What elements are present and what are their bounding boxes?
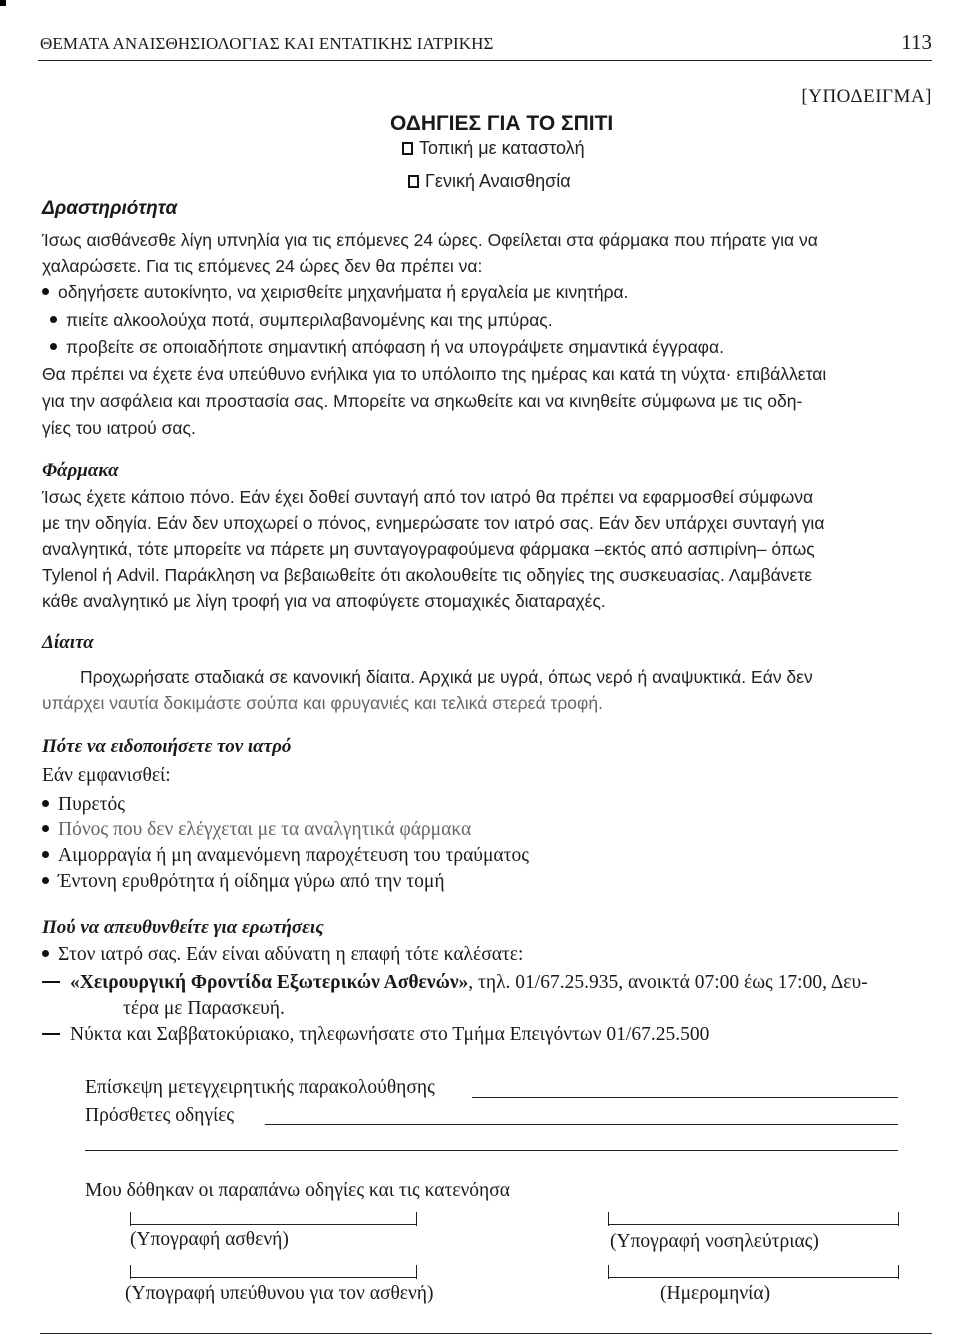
bullet-icon [42,825,49,832]
footer-rule [40,1333,932,1334]
section-heading-contact: Πού να απευθυνθείτε για ερωτήσεις [42,917,324,938]
additional-instructions-label: Πρόσθετες οδηγίες [85,1105,235,1126]
header-rule [38,60,932,61]
paragraph-line: κάθε αναλγητικό με λίγη τροφή για να αποφύγετε στομαχικές διαταραχές. [42,591,606,611]
paragraph-line: υπάρχει ναυτία δοκιμάστε σούπα και φρυγανιές και τελικά στερεά τροφή. [42,693,603,713]
sample-tag: [ΥΠΟΔΕΙΓΜΑ] [801,86,932,107]
date-line[interactable] [608,1277,898,1278]
notify-intro: Εάν εμφανισθεί: [42,765,171,786]
nurse-signature-label: (Υπογραφή νοσηλεύτριας) [610,1231,819,1252]
contact-clinic-line: «Χειρουργική Φροντίδα Εξωτερικών Ασθενών», τηλ. 01/67.25.935, ανοικτά 07:00 έως 17:00, Δευ- [42,972,868,994]
additional-instructions-line-2[interactable] [85,1150,898,1151]
bullet-icon [42,877,49,884]
acknowledgement-text: Μου δόθηκαν οι παραπάνω οδηγίες και τις κατενόησα [85,1180,510,1201]
patient-signature-line[interactable] [130,1224,416,1225]
contact-clinic-line-cont: τέρα με Παρασκευή. [123,998,285,1019]
section-heading-diet: Δίαιτα [42,632,94,653]
paragraph-line: για την ασφάλεια και προστασία σας. Μπορείτε να σηκωθείτε και να κινηθείτε σύμφωνα με τις οδη- [42,391,803,411]
paragraph-line: με την οδηγία. Εάν δεν υποχωρεί ο πόνος, ενημερώσατε τον ιατρό σας. Εάν δεν υπάρχει συνταγή για [42,513,825,533]
option-general-anesthesia[interactable] [408,171,571,192]
patient-signature-label: (Υπογραφή ασθενή) [130,1229,289,1250]
followup-line[interactable] [472,1097,898,1098]
list-item: Πυρετός [42,794,125,816]
bullet-icon [42,851,49,858]
dash-icon [42,981,60,983]
running-header: ΘΕΜΑΤΑ ΑΝΑΙΣΘΗΣΙΟΛΟΓΙΑΣ ΚΑΙ ΕΝΤΑΤΙΚΗΣ ΙΑΤΡΙΚΗΣ [40,34,494,53]
option-label: Τοπική με καταστολή [419,138,585,158]
paragraph-line: Θα πρέπει να έχετε ένα υπεύθυνο ενήλικα για το υπόλοιπο της ημέρας και κατά τη νύχτα· επιβάλλεται [42,364,827,384]
list-item: Αιμορραγία ή μη αναμενόμενη παροχέτευση του τραύματος [42,845,529,867]
signature-tick [898,1212,899,1226]
contact-night-line: Νύκτα και Σαββατοκύριακο, τηλεφωνήσατε στο Τμήμα Επειγόντων 01/67.25.500 [42,1024,709,1046]
option-local-sedation[interactable] [402,138,585,159]
bullet-icon [42,288,49,295]
list-item: Πόνος που δεν ελέγχεται με τα αναλγητικά φάρμακα [42,819,471,841]
dash-icon [42,1033,60,1035]
document-title: ΟΔΗΓΙΕΣ ΓΙΑ ΤΟ ΣΠΙΤΙ [390,112,614,135]
paragraph-line: Ίσως έχετε κάποιο πόνο. Εάν έχει δοθεί συνταγή από τον ιατρό θα πρέπει να εφαρμοσθεί σύμφωνα [42,487,814,507]
bullet-icon [50,316,57,323]
list-item: οδηγήσετε αυτοκίνητο, να χειρισθείτε μηχανήματα ή εργαλεία με κινητήρα. [42,282,629,303]
nurse-signature-line[interactable] [608,1224,898,1225]
followup-label: Επίσκεψη μετεγχειρητικής παρακολούθησης [85,1077,435,1098]
paragraph-line: αναλγητικά, τότε μπορείτε να πάρετε μη συνταγογραφούμενα φάρμακα –εκτός από ασπιρίνη– όπως [42,539,815,559]
paragraph-line: Tylenol ή Advil. Παράκληση να βεβαιωθείτε ότι ακολουθείτε τις οδηγίες της συσκευασίας. Λαμβάνετε [42,565,813,585]
clinic-name: «Χειρουργική Φροντίδα Εξωτερικών Ασθενών» [70,972,469,993]
date-label: (Ημερομηνία) [660,1283,771,1304]
guardian-signature-line[interactable] [130,1277,416,1278]
option-label: Γενική Αναισθησία [425,171,571,191]
corner-crop-mark [0,0,6,6]
signature-tick [416,1212,417,1226]
list-item: Στον ιατρό σας. Εάν είναι αδύνατη η επαφή τότε καλέσατε: [42,944,523,966]
signature-tick [416,1265,417,1279]
signature-tick [898,1265,899,1279]
page-number: 113 [901,30,932,54]
list-item: πιείτε αλκοολούχα ποτά, συμπεριλαβανομένης και της μπύρας. [50,310,553,331]
additional-instructions-line-1[interactable] [265,1124,898,1125]
list-item: Έντονη ερυθρότητα ή οίδημα γύρω από την τομή [42,871,445,893]
list-item: προβείτε σε οποιαδήποτε σημαντική απόφαση ή να υπογράψετε σημαντικά έγγραφα. [50,337,724,358]
bullet-icon [50,343,57,350]
section-heading-activity: Δραστηριότητα [42,198,178,219]
checkbox-icon[interactable] [408,175,419,188]
paragraph-line: Προχωρήσατε σταδιακά σε κανονική δίαιτα. Αρχικά με υγρά, όπως νερό ή αναψυκτικά. Εάν δεν [80,667,813,687]
bullet-icon [42,950,49,957]
section-heading-medication: Φάρμακα [42,460,119,481]
paragraph-line: γίες του ιατρού σας. [42,418,196,438]
section-heading-notify: Πότε να ειδοποιήσετε τον ιατρό [42,736,292,757]
paragraph-line: Ίσως αισθάνεσθε λίγη υπνηλία για τις επόμενες 24 ώρες. Οφείλεται στα φάρμακα που πήρατε για να [42,230,818,250]
guardian-signature-label: (Υπογραφή υπεύθυνου για τον ασθενή) [125,1283,434,1304]
bullet-icon [42,800,49,807]
checkbox-icon[interactable] [402,142,413,155]
paragraph-line: χαλαρώσετε. Για τις επόμενες 24 ώρες δεν θα πρέπει να: [42,256,483,276]
